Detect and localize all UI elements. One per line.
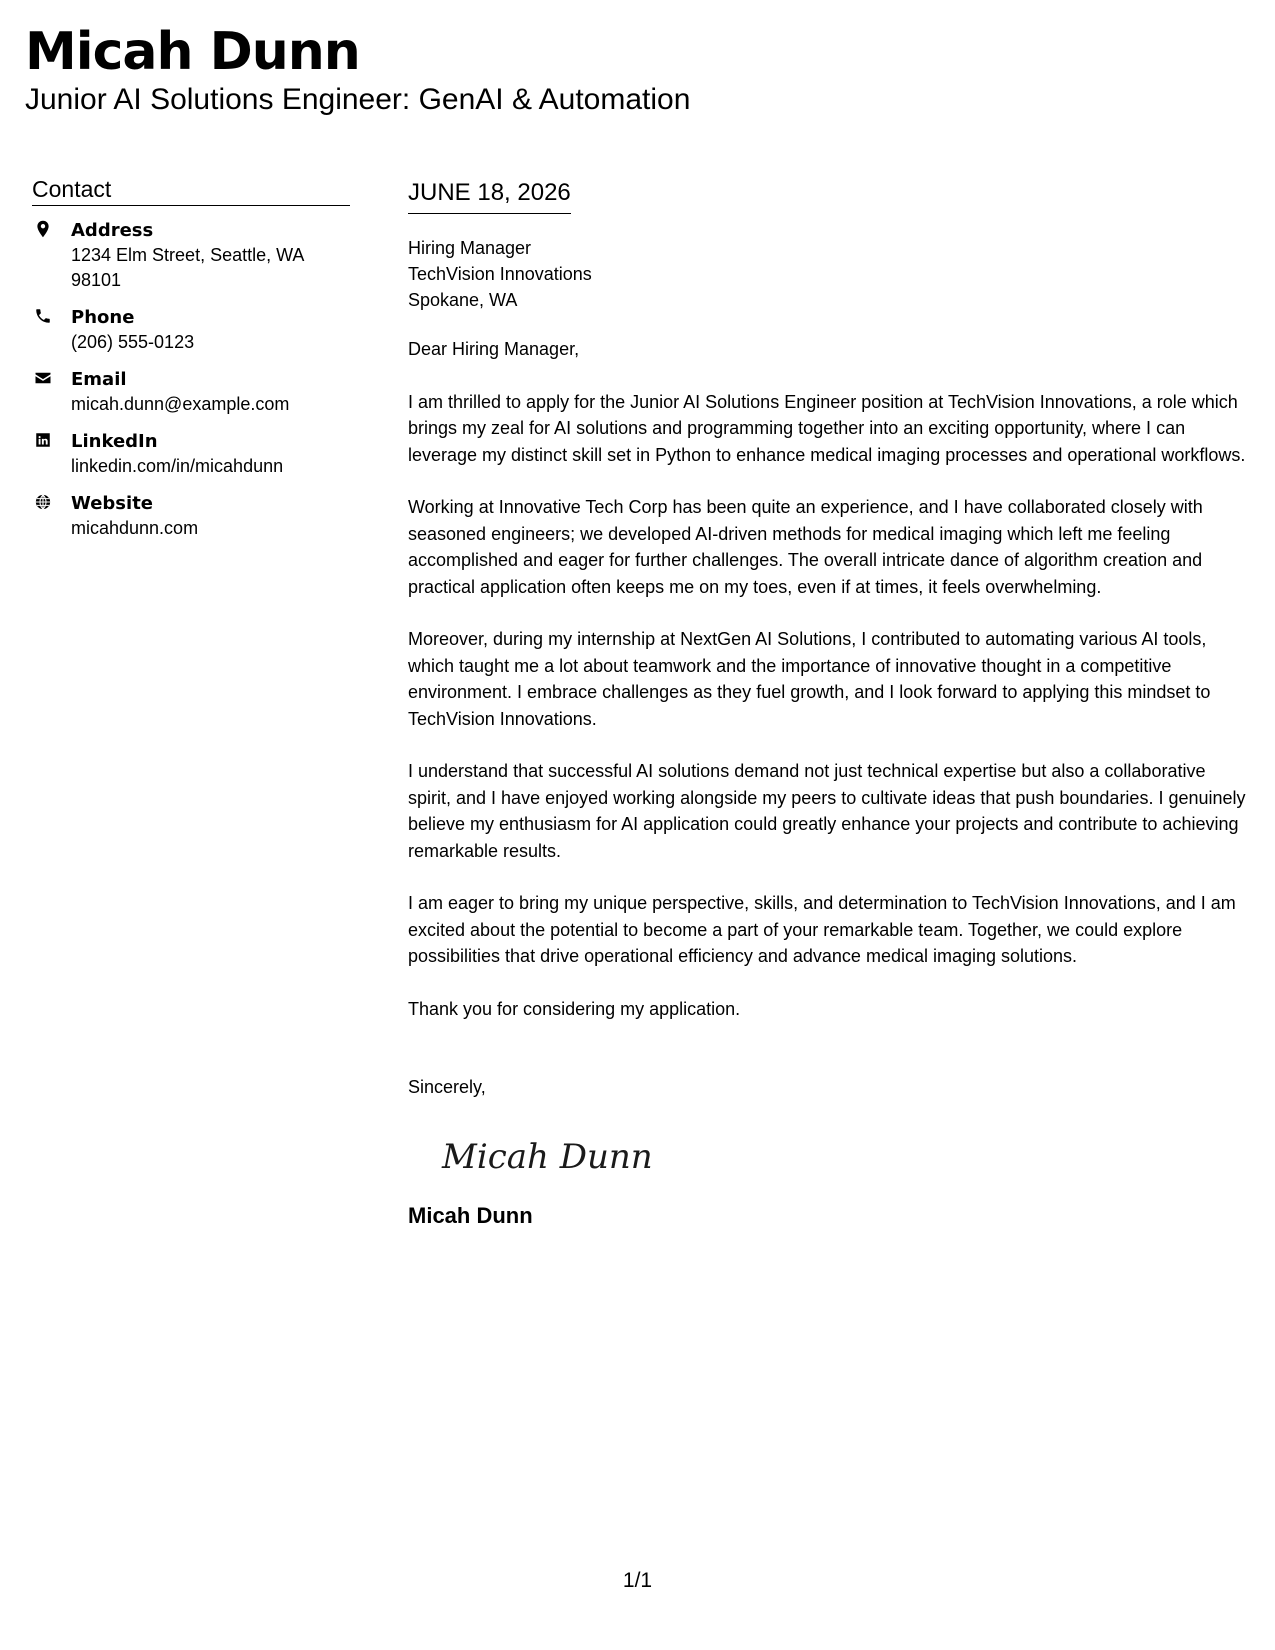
website-label: Website [71,493,154,514]
recipient-block [408,235,1253,313]
contact-item-address [32,218,350,293]
phone-value: (206) 555-0123 [71,332,195,352]
letter-paragraph: I am eager to bring my unique perspective, skills, and determination to TechVision Innovations, and I am excited about the potential to become a part of your remarkable team. Together, we could explore possibilities that drive operational efficiency and advance medical imaging solutions. [408,893,1236,966]
email-icon [34,369,52,387]
address-label: Address [71,220,154,241]
letter-paragraph: Thank you for considering my application. [408,998,741,1019]
contact-item-linkedin [32,429,350,479]
job-title: Junior AI Solutions Engineer: GenAI & Automation [25,83,691,116]
linkedin-value: linkedin.com/in/micahdunn [71,456,284,476]
email-value: micah.dunn@example.com [71,394,290,414]
phone-label: Phone [71,307,135,328]
recipient-location: Spokane, WA [408,290,518,310]
map-pin-icon [34,220,52,238]
cover-letter-body [408,178,1253,1230]
letter-paragraph: I am thrilled to apply for the Junior AI Solutions Engineer position at TechVision Innovations, a role which brings my zeal for AI solutions and programming together into an exciting opportunity, where I can leverage my distinct skill set in Python to enhance medical imaging processes and operational workflows. [408,391,1246,465]
letter-paragraph: Working at Innovative Tech Corp has been quite an experience, and I have collaborated closely with seasoned engineers; we developed AI-driven methods for medical imaging which left me feeling accomplished and eager for further challenges. The overall intricate dance of algorithm creation and practical application often keeps me on my toes, even if at times, it feels overwhelming. [408,497,1203,597]
salutation: Dear Hiring Manager, [408,339,580,359]
svg-text:Micah Dunn: Micah Dunn [442,1136,653,1177]
page-number: 1/1 [622,1569,653,1592]
linkedin-icon [34,431,52,449]
contact-item-email [32,367,350,417]
contact-heading: Contact [32,175,350,206]
closing: Sincerely, [408,1077,486,1097]
contact-sidebar [32,175,350,553]
recipient-company: TechVision Innovations [408,264,592,284]
contact-item-website [32,491,350,541]
applicant-name: Micah Dunn [25,22,360,82]
letter-paragraph: I understand that successful AI solutions demand not just technical expertise but also a collaborative spirit, and I have enjoyed working alongside my peers to cultivate ideas that push boundaries. I genuinely believe my enthusiasm for AI application could greatly enhance your projects and contribute to achieving remarkable results. [408,761,1246,861]
globe-icon [34,493,52,511]
recipient-title: Hiring Manager [408,238,532,258]
signer-name: Micah Dunn [408,1202,533,1228]
address-value: 1234 Elm Street, Seattle, WA 98101 [71,245,304,290]
linkedin-label: LinkedIn [71,431,158,452]
letter-paragraph: Moreover, during my internship at NextGen AI Solutions, I contributed to automating various AI tools, which taught me a lot about teamwork and the importance of innovative thought in a competitive environment. I embrace challenges as they fuel growth, and I look forward to applying this mindset to TechVision Innovations. [408,629,1211,729]
email-label: Email [71,369,127,390]
contact-item-phone [32,305,350,355]
phone-icon [34,307,52,325]
resume-header [25,22,690,118]
letter-date: JUNE 18, 2026 [408,178,571,214]
handwritten-signature [436,1126,1253,1186]
website-value: micahdunn.com [71,518,199,538]
